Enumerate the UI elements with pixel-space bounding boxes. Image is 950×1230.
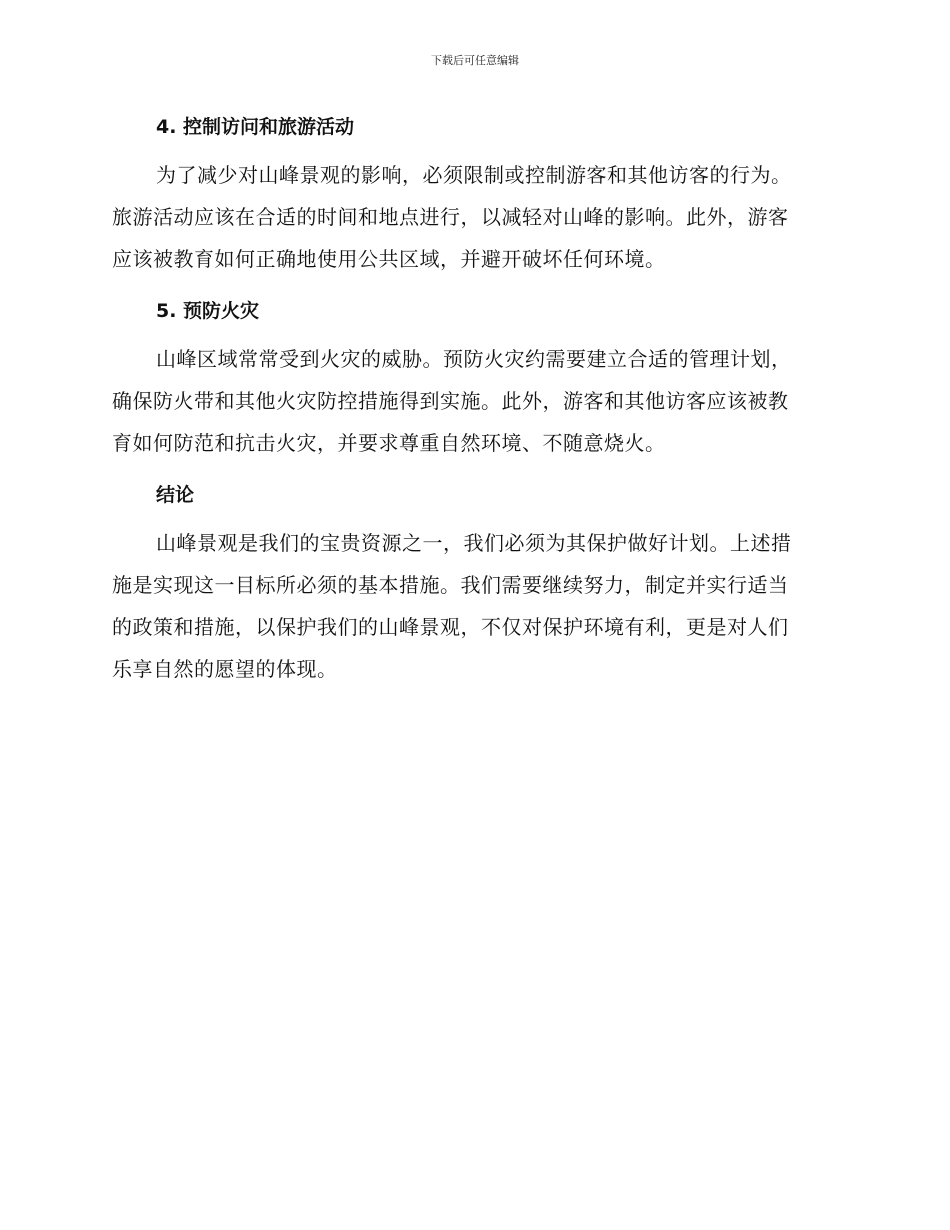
document-body [112, 112, 832, 706]
section-conclusion [112, 480, 832, 690]
paragraph-line: 的政策和措施，以保护我们的山峰景观，不仅对保护环境有利，更是对人们 [112, 615, 789, 639]
section-access-tourism [112, 112, 832, 280]
section-paragraph [112, 338, 832, 464]
header-note: 下载后可任意编辑 [431, 54, 519, 67]
paragraph-line: 山峰区域常常受到火灾的威胁。预防火灾约需要建立合适的管理计划， [156, 347, 792, 371]
section-paragraph [112, 154, 832, 280]
paragraph-line: 确保防火带和其他火灾防控措施得到实施。此外，游客和其他访客应该被教 [112, 389, 789, 413]
paragraph-line: 育如何防范和抗击火灾，并要求尊重自然环境、不随意烧火。 [112, 431, 666, 455]
paragraph-line: 旅游活动应该在合适的时间和地点进行，以减轻对山峰的影响。此外，游客 [112, 205, 789, 229]
section-heading: 4. 控制访问和旅游活动 [156, 116, 355, 138]
paragraph-line: 乐享自然的愿望的体现。 [112, 657, 338, 681]
paragraph-line: 施是实现这一目标所必须的基本措施。我们需要继续努力，制定并实行适当 [112, 573, 789, 597]
section-paragraph [112, 522, 832, 690]
section-heading: 结论 [156, 484, 195, 506]
paragraph-line: 为了减少对山峰景观的影响，必须限制或控制游客和其他访客的行为。 [156, 163, 792, 187]
section-fire-prevention [112, 296, 832, 464]
paragraph-line: 应该被教育如何正确地使用公共区域，并避开破坏任何环境。 [112, 247, 666, 271]
paragraph-line: 山峰景观是我们的宝贵资源之一，我们必须为其保护做好计划。上述措 [156, 531, 792, 555]
section-heading: 5. 预防火灾 [156, 300, 260, 322]
